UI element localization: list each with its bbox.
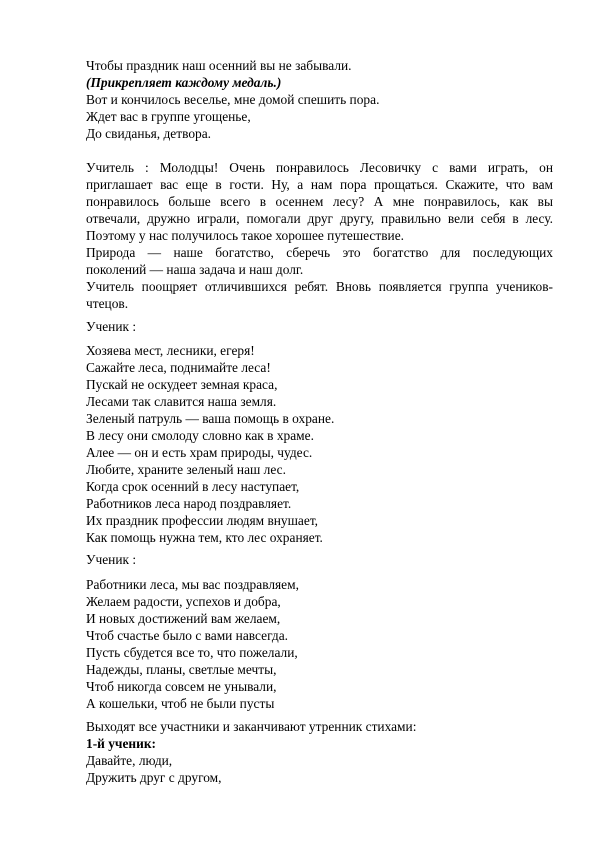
poem-line: Пускай не оскудеет земная краса, [86,377,278,392]
poem-line: Дружить друг с другом, [86,770,222,785]
poem-line: Давайте, люди, [86,753,173,768]
poem-line: Как помощь нужна тем, кто лес охраняет. [86,530,323,545]
poem-line: Пусть сбудется все то, что пожелали, [86,645,298,660]
text-line: До свиданья, детвора. [86,126,212,141]
nature-paragraph-line: Природа — наше богатство, сберечь это богатство для последующих [86,245,553,260]
teacher-paragraph-line: Учитель : Молодцы! Очень понравилось Лесовичку с вами играть, он [86,160,553,175]
text-line: Чтобы праздник наш осенний вы не забывали. [86,58,352,73]
poem-line: Зеленый патруль — ваша помощь в охране. [86,411,335,426]
nature-paragraph-line: поколений — наша задача и наш долг. [86,262,304,277]
teacher-paragraph-line: приглашает вас еще в гости. Ну, а нам пора прощаться. Скажите, что вам [86,177,553,192]
poem-line: Работников леса народ поздравляет. [86,496,292,511]
poem-line: Чтоб никогда совсем не унывали, [86,679,277,694]
poem-line: Сажайте леса, поднимайте леса! [86,360,271,375]
poem-line: Хозяева мест, лесники, егеря! [86,343,255,358]
teacher-action-line: чтецов. [86,296,129,311]
poem-line: Чтоб счастье было с вами навсегда. [86,628,289,643]
text-line: Вот и кончилось веселье, мне домой спешить пора. [86,92,380,107]
speaker-label: Ученик : [86,552,137,567]
poem-line: Лесами так славится наша земля. [86,394,277,409]
poem-line: И новых достижений вам желаем, [86,611,281,626]
teacher-action-line: Учитель поощряет отличившихся ребят. Вновь появляется группа учеников- [86,279,553,294]
poem-line: В лесу они смолоду словно как в храме. [86,428,314,443]
teacher-paragraph-line: отвечали, дружно играли, помогали друг другу, правильно вели себя в лесу. [86,211,553,226]
text-line: Ждет вас в группе угощенье, [86,109,251,124]
teacher-paragraph-line: понравилось больше всего в осеннем лесу? А мне понравилось, как вы [86,194,553,209]
teacher-paragraph-line: Поэтому у нас получилось такое хорошее путешествие. [86,228,404,243]
poem-line: Желаем радости, успехов и добра, [86,594,281,609]
poem-line: Когда срок осенний в лесу наступает, [86,479,300,494]
poem-line: Любите, храните зеленый наш лес. [86,462,286,477]
poem-line: Надежды, планы, светлые мечты, [86,662,277,677]
poem-line: Работники леса, мы вас поздравляем, [86,577,299,592]
speaker-label: Ученик : [86,319,137,334]
poem-line: Алее — он и есть храм природы, чудес. [86,445,313,460]
poem-line: А кошельки, чтоб не были пусты [86,696,275,711]
stage-direction: Выходят все участники и заканчивают утренник стихами: [86,719,417,734]
speaker-label: 1-й ученик: [86,736,157,751]
poem-line: Их праздник профессии людям внушает, [86,513,319,528]
stage-direction: (Прикрепляет каждому медаль.) [86,75,282,90]
